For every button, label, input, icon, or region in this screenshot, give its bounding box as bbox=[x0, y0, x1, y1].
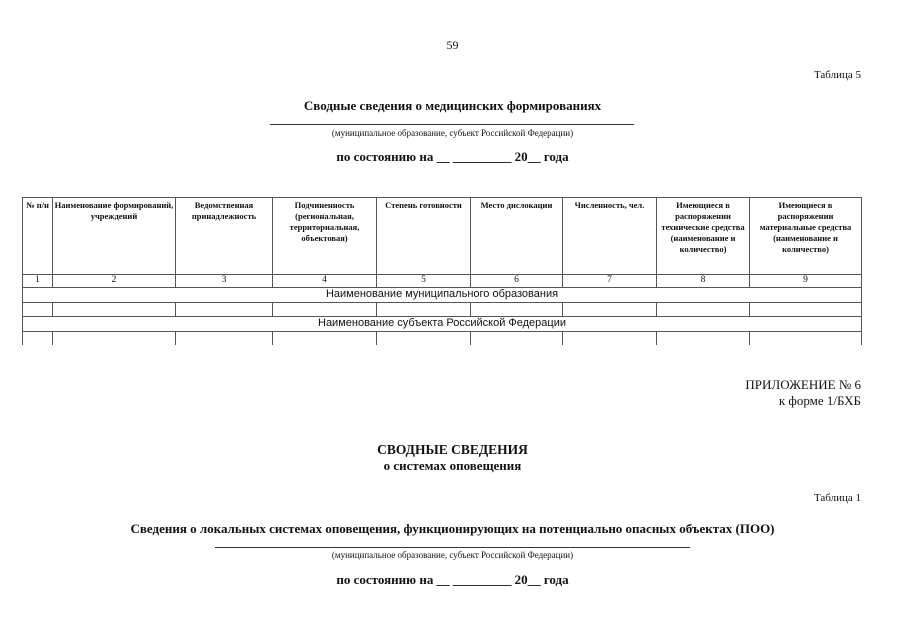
table-5-title: Сводные сведения о медицинских формированиях bbox=[303, 98, 602, 113]
column-number: 9 bbox=[750, 275, 862, 288]
table-cell bbox=[273, 303, 377, 317]
column-number: 6 bbox=[471, 275, 563, 288]
summary-heading bbox=[0, 442, 905, 474]
appendix-form-ref: к форме 1/БХБ bbox=[778, 393, 861, 408]
table-5-label: Таблица 5 bbox=[813, 69, 861, 81]
table-1-label: Таблица 1 bbox=[813, 492, 861, 504]
column-number: 3 bbox=[176, 275, 273, 288]
column-number-row bbox=[23, 275, 862, 288]
underline-municipality bbox=[270, 124, 634, 125]
table-cell bbox=[657, 332, 750, 346]
header-cell: Место дислокации bbox=[471, 198, 563, 275]
column-number: 4 bbox=[273, 275, 377, 288]
column-number: 5 bbox=[377, 275, 471, 288]
table-cell bbox=[563, 303, 657, 317]
header-cell: Ведомственная принадлежность bbox=[176, 198, 273, 275]
appendix-number: ПРИЛОЖЕНИЕ № 6 bbox=[745, 377, 861, 392]
medical-units-table bbox=[22, 197, 862, 345]
table-1-caption: (муниципальное образование, субъект Российской Федерации) bbox=[331, 550, 574, 560]
header-cell: Численность, чел. bbox=[563, 198, 657, 275]
table-1-as-of-date: по состоянию на __ _________ 20__ года bbox=[336, 572, 569, 587]
header-cell: Имеющиеся в распоряжении материальные средства (наименование и количество) bbox=[750, 198, 862, 275]
table-cell bbox=[471, 332, 563, 346]
appendix-heading bbox=[745, 377, 861, 409]
section-subject-label: Наименование субъекта Российской Федерации bbox=[23, 317, 862, 332]
underline-municipality bbox=[215, 547, 690, 548]
table-cell bbox=[563, 332, 657, 346]
header-cell: Подчиненность (региональная, территориальная, объектовая) bbox=[273, 198, 377, 275]
summary-subtitle: о системах оповещения bbox=[383, 458, 522, 473]
table-cell bbox=[377, 332, 471, 346]
column-number: 1 bbox=[23, 275, 53, 288]
table-1-title: Сведения о локальных системах оповещения, функционирующих на потенциально опасных объектах (ПОО) bbox=[130, 521, 775, 536]
column-number: 8 bbox=[657, 275, 750, 288]
table-cell bbox=[750, 303, 862, 317]
table-cell bbox=[273, 332, 377, 346]
table-cell bbox=[750, 332, 862, 346]
table-5-caption: (муниципальное образование, субъект Российской Федерации) bbox=[331, 128, 574, 138]
table-cell bbox=[471, 303, 563, 317]
table-header-row bbox=[23, 198, 862, 275]
header-cell: Степень готовности bbox=[377, 198, 471, 275]
column-number: 2 bbox=[53, 275, 176, 288]
header-cell: № п/н bbox=[23, 198, 53, 275]
header-cell: Наименование формирований, учреждений bbox=[53, 198, 176, 275]
section-row-municipal bbox=[23, 288, 862, 303]
table-5-as-of-date: по состоянию на __ _________ 20__ года bbox=[336, 149, 569, 164]
table-cell bbox=[23, 332, 53, 346]
table-cell bbox=[657, 303, 750, 317]
page-number: 59 bbox=[446, 38, 459, 52]
table-cell bbox=[53, 332, 176, 346]
table-cell bbox=[176, 303, 273, 317]
column-number: 7 bbox=[563, 275, 657, 288]
header-cell: Имеющиеся в распоряжении технические средства (наименование и количество) bbox=[657, 198, 750, 275]
table-cell bbox=[176, 332, 273, 346]
table-row bbox=[23, 332, 862, 346]
table-cell bbox=[53, 303, 176, 317]
table-row bbox=[23, 303, 862, 317]
table-cell bbox=[23, 303, 53, 317]
table-cell bbox=[377, 303, 471, 317]
summary-title: СВОДНЫЕ СВЕДЕНИЯ bbox=[377, 442, 528, 457]
section-municipal-label: Наименование муниципального образования bbox=[23, 288, 862, 303]
section-row-subject bbox=[23, 317, 862, 332]
